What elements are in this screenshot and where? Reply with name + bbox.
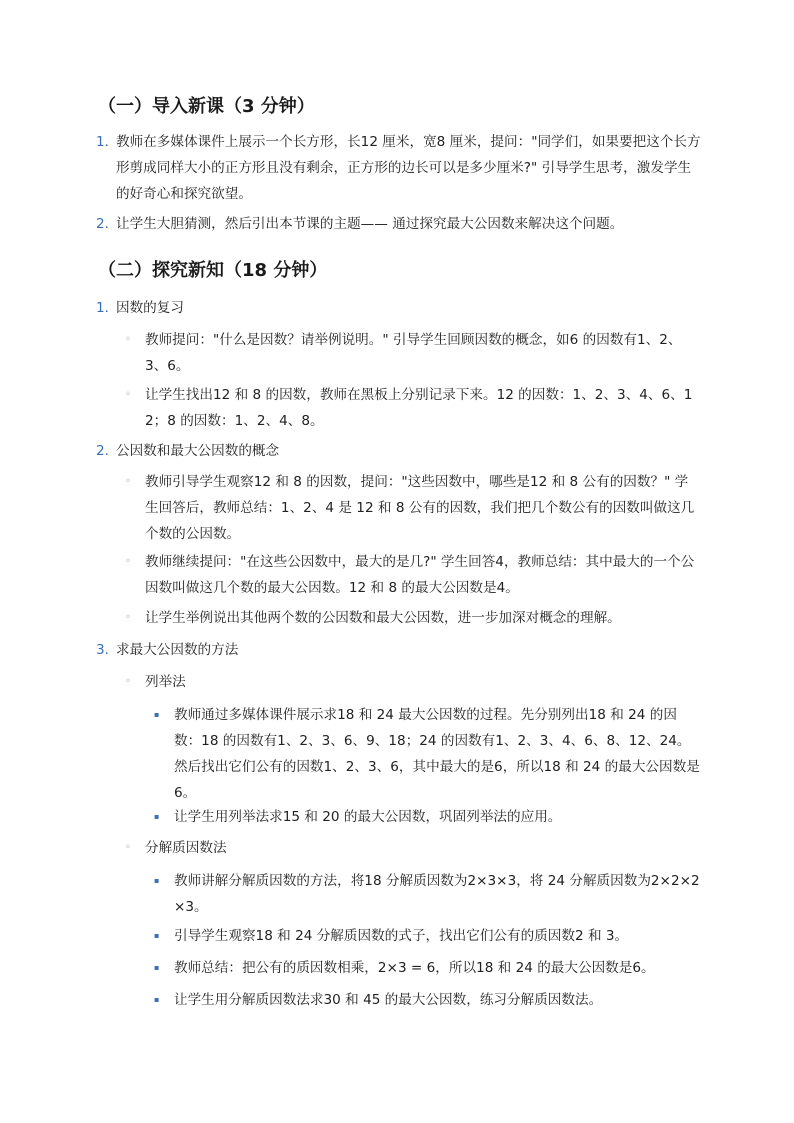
bullet-square-icon: ▪ [154,931,160,940]
bullet-square-icon: ▪ [154,876,160,885]
bullet-square-icon: ▪ [154,995,160,1004]
section-heading-explore: （二）探究新知（18 分钟） [98,260,328,281]
bullet-square-icon: ▪ [154,963,160,972]
sublist-item-text: 列举法 [145,674,186,690]
list-number: 2. [96,443,109,459]
list-item-text: 公因数和最大公因数的概念 [116,443,280,459]
bullet-square-icon: ▪ [154,812,160,821]
sublist-item-text: 教师引导学生观察12 和 8 的因数，提问："这些因数中，哪些是12 和 8 公有的因数？" 学生回答后，教师总结：1、2、4 是 12 和 8 公有的因数，我们把几个数公有的因数叫做这几个数的公因数。 [145,474,695,542]
point-item-text: 让学生用分解质因数法求30 和 45 的最大公因数，练习分解质因数法。 [174,992,603,1008]
bullet-circle-icon: ◦ [125,476,131,487]
list-item-text: 求最大公因数的方法 [116,642,239,658]
list-number: 1. [96,300,109,316]
bullet-circle-icon: ◦ [125,676,131,687]
list-item-text: 教师在多媒体课件上展示一个长方形，长12 厘米，宽8 厘米，提问："同学们，如果要把这个长方形剪成同样大小的正方形且没有剩余，正方形的边长可以是多少厘米?" 引导学生思考，激发学生的好奇心和探究欲望。 [116,134,701,202]
bullet-circle-icon: ◦ [125,389,131,400]
list-number: 1. [96,134,109,150]
bullet-square-icon: ▪ [154,710,160,719]
list-number: 2. [96,216,109,232]
point-item-text: 教师讲解分解质因数的方法，将18 分解质因数为2×3×3，将 24 分解质因数为2×2×2×3。 [174,873,700,915]
sublist-item-text: 分解质因数法 [145,840,227,856]
point-item-text: 让学生用列举法求15 和 20 的最大公因数，巩固列举法的应用。 [174,809,562,825]
bullet-circle-icon: ◦ [125,842,131,853]
point-item-text: 引导学生观察18 和 24 分解质因数的式子，找出它们公有的质因数2 和 3。 [174,928,629,944]
list-item-text: 让学生大胆猜测，然后引出本节课的主题—— 通过探究最大公因数来解决这个问题。 [116,216,624,232]
point-item-text: 教师总结：把公有的质因数相乘，2×3 = 6，所以18 和 24 的最大公因数是6。 [174,960,655,976]
bullet-circle-icon: ◦ [125,556,131,567]
bullet-circle-icon: ◦ [125,334,131,345]
sublist-item-text: 让学生找出12 和 8 的因数，教师在黑板上分别记录下来。12 的因数：1、2、3、4、6、12；8 的因数：1、2、4、8。 [145,387,693,429]
sublist-item-text: 教师继续提问："在这些公因数中，最大的是几?" 学生回答4，教师总结：其中最大的一个公因数叫做这几个数的最大公因数。12 和 8 的最大公因数是4。 [145,554,695,596]
list-number: 3. [96,642,109,658]
bullet-circle-icon: ◦ [125,612,131,623]
point-item-text: 教师通过多媒体课件展示求18 和 24 最大公因数的过程。先分别列出18 和 24 的因数：18 的因数有1、2、3、6、9、18；24 的因数有1、2、3、4、6、8、12、24。然后找出它们公有的因数1、2、3、6，其中最大的是6，所以18 和 24 的最大公因数是6。 [174,707,700,801]
sublist-item-text: 让学生举例说出其他两个数的公因数和最大公因数，进一步加深对概念的理解。 [145,610,621,626]
list-item-text: 因数的复习 [116,300,184,316]
section-heading-intro: （一）导入新课（3 分钟） [98,96,315,117]
sublist-item-text: 教师提问："什么是因数？请举例说明。" 引导学生回顾因数的概念，如6 的因数有1、2、3、6。 [145,332,682,374]
